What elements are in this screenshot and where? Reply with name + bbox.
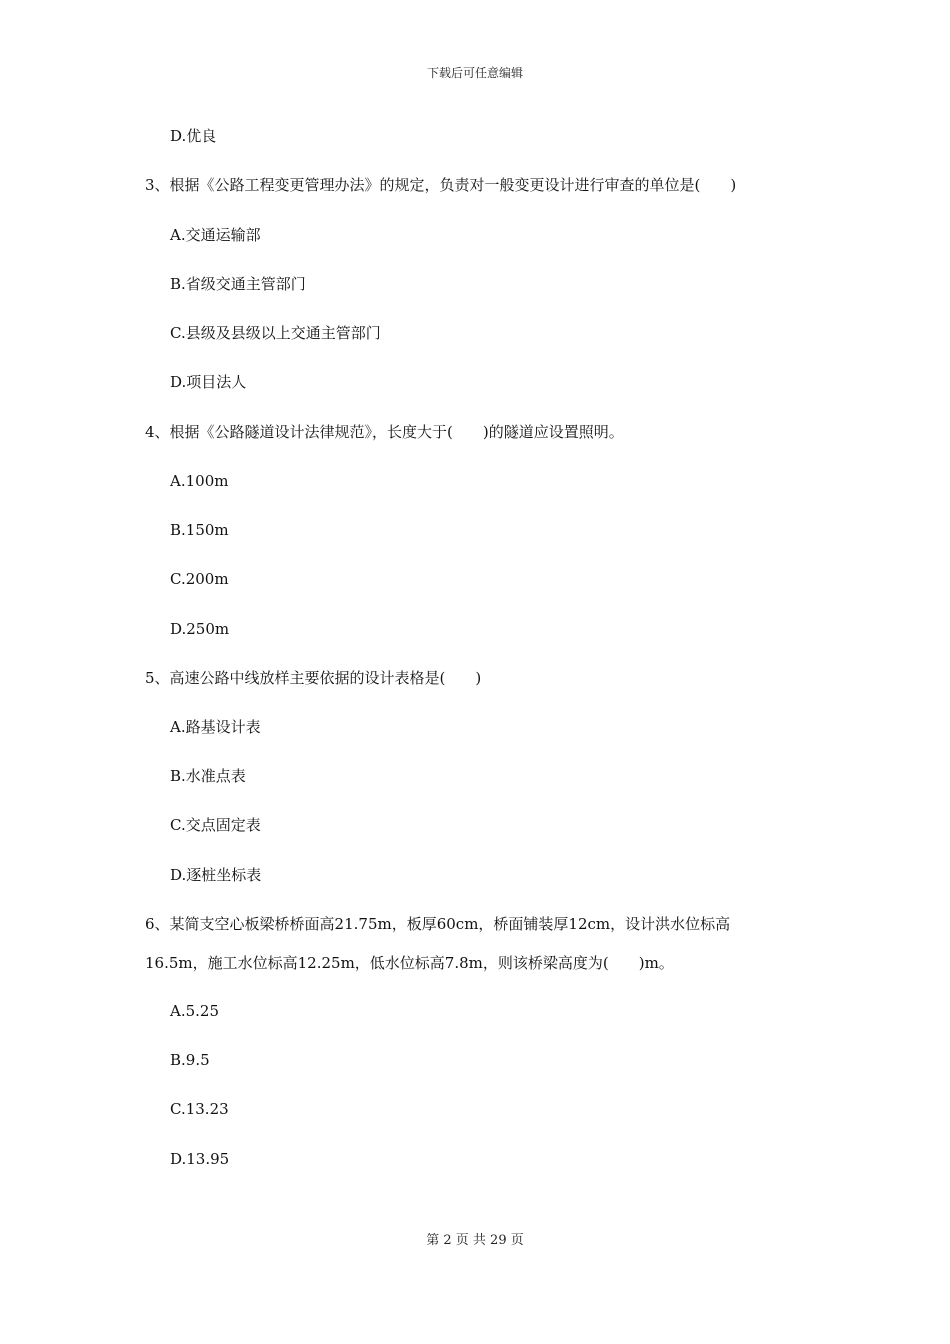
page-header: 下载后可任意编辑	[426, 66, 523, 80]
option-4-d: D.250m	[170, 620, 230, 638]
option-5-c: C.交点固定表	[170, 816, 261, 834]
option-2-d: D.优良	[170, 127, 217, 145]
option-6-d: D.13.95	[170, 1150, 230, 1168]
option-6-b: B.9.5	[170, 1051, 210, 1069]
option-4-c: C.200m	[170, 570, 229, 588]
option-5-b: B.水准点表	[170, 767, 246, 785]
question-5: 5、高速公路中线放样主要依据的设计表格是( )	[145, 669, 482, 687]
question-3: 3、根据《公路工程变更管理办法》的规定，负责对一般变更设计进行审查的单位是( )	[145, 176, 737, 194]
option-3-c: C.县级及县级以上交通主管部门	[170, 324, 381, 342]
option-3-a: A.交通运输部	[170, 226, 261, 244]
question-6-line-2: 16.5m，施工水位标高12.25m，低水位标高7.8m，则该桥梁高度为( )m。	[145, 954, 674, 972]
option-5-a: A.路基设计表	[170, 718, 261, 736]
page-footer: 第 2 页 共 29 页	[426, 1233, 524, 1248]
question-6-line-1: 6、某简支空心板梁桥桥面高21.75m，板厚60cm，桥面铺装厚12cm，设计洪水位标高	[145, 915, 731, 933]
question-4: 4、根据《公路隧道设计法律规范》，长度大于( )的隧道应设置照明。	[145, 423, 624, 441]
option-6-c: C.13.23	[170, 1100, 229, 1118]
option-5-d: D.逐桩坐标表	[170, 866, 262, 884]
option-3-d: D.项目法人	[170, 373, 247, 391]
option-4-a: A.100m	[170, 472, 229, 490]
option-3-b: B.省级交通主管部门	[170, 275, 306, 293]
option-4-b: B.150m	[170, 521, 229, 539]
option-6-a: A.5.25	[170, 1002, 219, 1020]
